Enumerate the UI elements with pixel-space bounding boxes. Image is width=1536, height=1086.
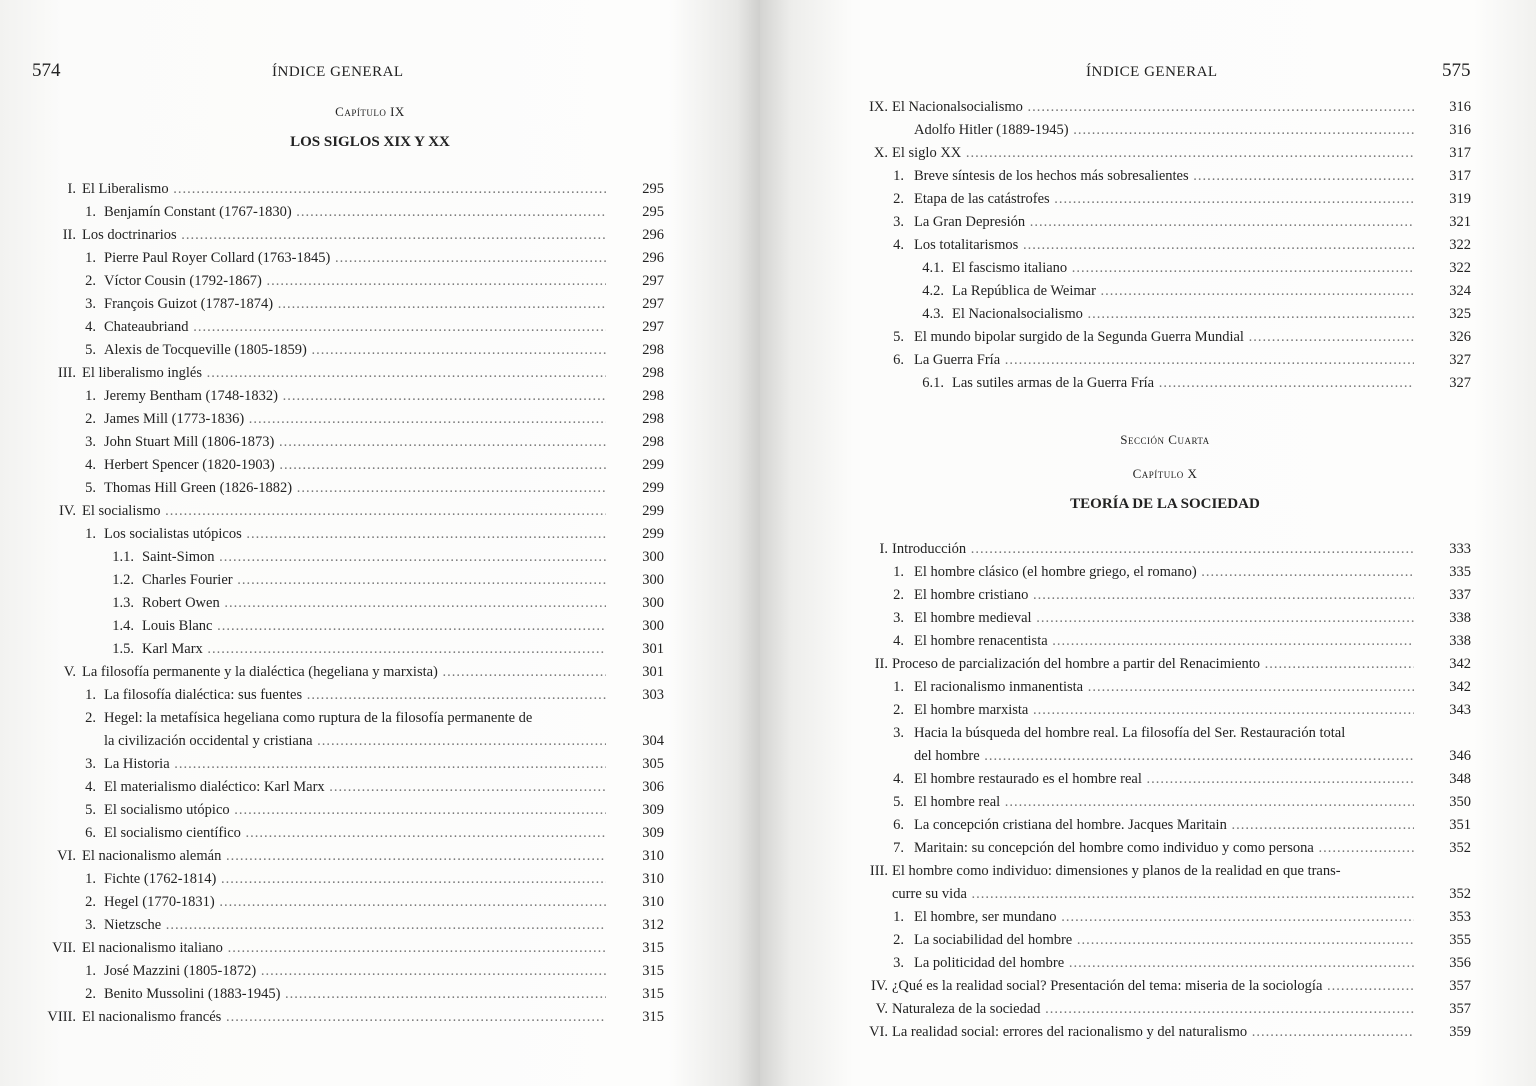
toc-entry-number: 1. [893,168,904,184]
toc-entry [0,707,760,730]
toc-entry [760,584,1536,607]
toc-entry-page: 310 [642,894,664,910]
toc-entry-page: 327 [1449,375,1471,391]
toc-entry [0,776,760,799]
toc-entry-page: 321 [1449,214,1471,230]
toc-entry-page: 352 [1449,840,1471,856]
toc-entry-page: 300 [642,549,664,565]
toc-entry-page: 333 [1449,541,1471,557]
toc-entry-page: 309 [642,802,664,818]
toc-entry [0,316,760,339]
toc-entry-title: La Historia ..... [104,753,606,776]
toc-entry [760,280,1536,303]
toc-entry [760,860,1536,883]
section-label: Sección Cuarta [1120,432,1210,447]
toc-entry-title: Pierre Paul Royer Collard (1763-1845) ..... [104,247,606,270]
toc-entry-page: 343 [1449,702,1471,718]
toc-entry-page: 297 [642,319,664,335]
toc-entry-number: 1.5. [112,641,134,657]
toc-entry [0,1006,760,1029]
toc-entry-number: 3. [893,725,904,741]
toc-entry-title: El hombre restaurado es el hombre real ..... [914,768,1414,791]
toc-entry-title: Las sutiles armas de la Guerra Fría ..... [952,372,1414,395]
toc-entry-number: 6. [893,817,904,833]
toc-entry-title: Adolfo Hitler (1889-1945) ..... [914,119,1414,142]
toc-entry-title: El liberalismo inglés ..... [82,362,606,385]
toc-entry-title: James Mill (1773-1836) ..... [104,408,606,431]
toc-entry-title: Hegel (1770-1831) ..... [104,891,606,914]
toc-entry-title: El hombre real ..... [914,791,1414,814]
toc-entry-number: 4. [893,237,904,253]
page-number: 574 [32,60,61,81]
toc-entry-title: Naturaleza de la sociedad ..... [892,998,1414,1021]
toc-entry-title: Jeremy Bentham (1748-1832) ..... [104,385,606,408]
toc-entry-title: La sociabilidad del hombre ..... [914,929,1414,952]
toc-entry-page: 300 [642,572,664,588]
toc-entry-title: El mundo bipolar surgido de la Segunda Guerra Mundial ..... [914,326,1414,349]
toc-entry-number: 2. [893,702,904,718]
toc-entry [0,891,760,914]
toc-entry-title: Herbert Spencer (1820-1903) ..... [104,454,606,477]
toc-entry [0,270,760,293]
toc-entry [0,592,760,615]
toc-entry-page: 296 [642,227,664,243]
toc-entry-number: 1. [893,564,904,580]
toc-entry-page: 359 [1449,1024,1471,1040]
toc-entry-title: Los doctrinarios ..... [82,224,606,247]
toc-entry [0,339,760,362]
toc-entry [760,722,1536,745]
toc-entry-number: 5. [85,802,96,818]
toc-entry-number: 6. [85,825,96,841]
toc-entry-page: 346 [1449,748,1471,764]
toc-entry-page: 342 [1449,656,1471,672]
toc-entry-title: Saint-Simon ..... [142,546,606,569]
toc-entry-number: 4. [893,771,904,787]
toc-entry-page: 316 [1449,99,1471,115]
toc-entry-page: 316 [1449,122,1471,138]
toc-entry-page: 325 [1449,306,1471,322]
toc-entry [760,653,1536,676]
toc-entry-title: Thomas Hill Green (1826-1882) ..... [104,477,606,500]
toc-entry [760,96,1536,119]
toc-entry-number: III. [57,365,76,381]
toc-entry-page: 350 [1449,794,1471,810]
toc-entry-title: El nacionalismo francés ..... [82,1006,606,1029]
toc-entry-page: 310 [642,871,664,887]
toc-entry-page: 317 [1449,145,1471,161]
toc-entry [0,822,760,845]
toc-entry-page: 352 [1449,886,1471,902]
toc-entry-number: 5. [893,794,904,810]
toc-entry-page: 297 [642,296,664,312]
toc-entry [760,372,1536,395]
toc-entry-number: 1. [85,250,96,266]
toc-entry [0,753,760,776]
toc-entry [760,234,1536,257]
toc-entry-title: Los socialistas utópicos ..... [104,523,606,546]
toc-entry-number: 1. [85,526,96,542]
toc-entry-title: La Gran Depresión ..... [914,211,1414,234]
toc-entry-title: Robert Owen ..... [142,592,606,615]
toc-entry-page: 353 [1449,909,1471,925]
toc-entry [760,119,1536,142]
toc-entry-number: VIII. [47,1009,76,1025]
toc-entry-number: 1. [85,963,96,979]
toc-entry-page: 301 [642,664,664,680]
toc-entry-page: 296 [642,250,664,266]
toc-entry-page: 356 [1449,955,1471,971]
chapter-title: LOS SIGLOS XIX Y XX [290,134,450,150]
toc-entry [0,684,760,707]
toc-entry-number: 2. [893,932,904,948]
toc-entry [0,523,760,546]
toc-entry-title: El Liberalismo ..... [82,178,606,201]
toc-entry [760,883,1536,906]
toc-entry-title: Etapa de las catástrofes ..... [914,188,1414,211]
toc-entry [760,998,1536,1021]
toc-entry [0,431,760,454]
toc-entry-title: José Mazzini (1805-1872) ..... [104,960,606,983]
toc-entry-title: El hombre, ser mundano ..... [914,906,1414,929]
toc-entry [0,546,760,569]
toc-entry-page: 315 [642,940,664,956]
toc-entry-title: John Stuart Mill (1806-1873) ..... [104,431,606,454]
toc-entry-title: Benito Mussolini (1883-1945) ..... [104,983,606,1006]
toc-entry-title: del hombre ..... [914,745,1414,768]
toc-entry-title: François Guizot (1787-1874) ..... [104,293,606,316]
toc-entry-title: El socialismo científico ..... [104,822,606,845]
toc-entry-title: El hombre cristiano ..... [914,584,1414,607]
toc-entry [760,188,1536,211]
toc-entry-page: 326 [1449,329,1471,345]
toc-entry-number: 3. [85,434,96,450]
toc-entry [760,349,1536,372]
toc-entry-number: VI. [869,1024,888,1040]
toc-entry [760,303,1536,326]
toc-entry-title: El siglo XX ..... [892,142,1414,165]
chapter-title: TEORÍA DE LA SOCIEDAD [1070,496,1260,512]
toc-entry-page: 298 [642,342,664,358]
toc-entry-number: 1. [85,871,96,887]
toc-entry-number: 2. [85,710,96,726]
toc-entry [760,676,1536,699]
toc-entry-number: V. [63,664,76,680]
toc-entry-page: 315 [642,963,664,979]
toc-list [760,96,1536,395]
toc-entry [760,1021,1536,1044]
toc-entry-number: 2. [85,894,96,910]
toc-entry-title: La filosofía permanente y la dialéctica (hegeliana y marxista) ..... [82,661,606,684]
toc-entry-number: 3. [85,917,96,933]
toc-entry-title: El socialismo ..... [82,500,606,523]
toc-entry [0,408,760,431]
toc-entry-title: El materialismo dialéctico: Karl Marx ..... [104,776,606,799]
toc-entry-number: I. [879,541,888,557]
toc-entry-number: III. [869,863,888,879]
toc-entry-page: 298 [642,411,664,427]
toc-entry-number: VII. [52,940,76,956]
toc-entry [760,607,1536,630]
left-page [0,0,760,1086]
toc-entry-number: 4. [85,779,96,795]
toc-entry [0,224,760,247]
toc-entry [0,638,760,661]
toc-entry-number: I. [67,181,76,197]
toc-entry-title: Víctor Cousin (1792-1867) ..... [104,270,606,293]
toc-entry [0,799,760,822]
toc-entry-number: X. [873,145,888,161]
toc-entry [760,142,1536,165]
toc-entry-page: 301 [642,641,664,657]
toc-entry-number: 5. [85,342,96,358]
toc-entry [760,561,1536,584]
toc-entry-page: 315 [642,986,664,1002]
toc-entry-page: 322 [1449,237,1471,253]
toc-entry-page: 299 [642,457,664,473]
toc-entry-page: 357 [1449,1001,1471,1017]
toc-entry-number: 3. [893,610,904,626]
toc-entry [760,211,1536,234]
toc-entry-page: 295 [642,181,664,197]
toc-entry-number: 1.1. [112,549,134,565]
toc-entry-page: 303 [642,687,664,703]
toc-entry-title: Hegel: la metafísica hegeliana como ruptura de la filosofía permanente de [104,710,533,726]
toc-entry [0,845,760,868]
toc-entry-number: 6. [893,352,904,368]
toc-entry-page: 299 [642,526,664,542]
toc-entry-title: El hombre como individuo: dimensiones y planos de la realidad en que trans- [892,863,1341,879]
toc-entry-title: La politicidad del hombre ..... [914,952,1414,975]
toc-entry-page: 299 [642,480,664,496]
toc-entry [0,937,760,960]
toc-entry-number: IV. [870,978,888,994]
toc-entry-title: El hombre renacentista ..... [914,630,1414,653]
toc-entry-page: 305 [642,756,664,772]
toc-entry [760,745,1536,768]
toc-entry-title: Proceso de parcialización del hombre a partir del Renacimiento ..... [892,653,1414,676]
toc-entry-number: 1.3. [112,595,134,611]
toc-entry-page: 355 [1449,932,1471,948]
toc-entry-number: 1. [85,388,96,404]
toc-entry-title: curre su vida ..... [892,883,1414,906]
toc-entry [0,293,760,316]
toc-entry-title: Benjamín Constant (1767-1830) ..... [104,201,606,224]
toc-entry-number: 2. [893,587,904,603]
toc-entry [0,477,760,500]
toc-entry-page: 315 [642,1009,664,1025]
toc-entry-page: 300 [642,595,664,611]
toc-entry [0,362,760,385]
toc-entry-page: 299 [642,503,664,519]
toc-entry [760,326,1536,349]
toc-entry-number: 3. [85,296,96,312]
toc-entry-title: Louis Blanc ..... [142,615,606,638]
toc-entry [0,615,760,638]
toc-entry-number: 2. [893,191,904,207]
running-head: ÍNDICE GENERAL [272,64,404,80]
toc-entry [760,257,1536,280]
toc-entry-title: Charles Fourier ..... [142,569,606,592]
toc-entry-page: 322 [1449,260,1471,276]
toc-entry-title: La realidad social: errores del racionalismo y del naturalismo ..... [892,1021,1414,1044]
toc-entry [760,929,1536,952]
toc-entry-page: 310 [642,848,664,864]
toc-entry-page: 327 [1449,352,1471,368]
toc-entry [760,538,1536,561]
toc-entry [760,630,1536,653]
toc-entry-number: 2. [85,411,96,427]
toc-entry-page: 317 [1449,168,1471,184]
toc-entry-title: Nietzsche ..... [104,914,606,937]
toc-entry-number: 1.2. [112,572,134,588]
toc-entry [760,975,1536,998]
toc-entry-number: 1.4. [112,618,134,634]
toc-entry-page: 304 [642,733,664,749]
toc-entry [0,983,760,1006]
toc-entry-number: 1. [85,204,96,220]
toc-entry-title: El Nacionalsocialismo ..... [952,303,1414,326]
toc-entry-number: 3. [893,214,904,230]
toc-entry [0,500,760,523]
right-page [760,0,1536,1086]
toc-list [760,538,1536,1044]
toc-entry-page: 306 [642,779,664,795]
toc-entry-title: Karl Marx ..... [142,638,606,661]
toc-entry [0,201,760,224]
toc-entry-number: 4. [85,457,96,473]
toc-entry-number: 3. [893,955,904,971]
toc-entry-number: 7. [893,840,904,856]
toc-entry-title: Maritain: su concepción del hombre como individuo y como persona ..... [914,837,1414,860]
toc-entry-number: VI. [57,848,76,864]
toc-entry-title: Alexis de Tocqueville (1805-1859) ..... [104,339,606,362]
toc-entry [0,247,760,270]
toc-entry-page: 337 [1449,587,1471,603]
toc-entry-page: 295 [642,204,664,220]
toc-entry-page: 312 [642,917,664,933]
toc-entry-title: El nacionalismo italiano ..... [82,937,606,960]
toc-entry-page: 300 [642,618,664,634]
toc-entry-title: La República de Weimar ..... [952,280,1414,303]
running-head: ÍNDICE GENERAL [1086,64,1218,80]
page-number: 575 [1442,60,1471,81]
toc-entry-title: El nacionalismo alemán ..... [82,845,606,868]
toc-entry-title: Los totalitarismos ..... [914,234,1414,257]
toc-entry [760,906,1536,929]
toc-entry-title: La Guerra Fría ..... [914,349,1414,372]
toc-entry [760,768,1536,791]
toc-entry-title: El Nacionalsocialismo ..... [892,96,1414,119]
toc-entry [0,868,760,891]
toc-entry-title: El hombre medieval ..... [914,607,1414,630]
toc-entry-number: 1. [85,687,96,703]
chapter-label: Capítulo X [1132,466,1198,481]
toc-entry-page: 297 [642,273,664,289]
toc-entry-title: El socialismo utópico ..... [104,799,606,822]
toc-entry-page: 342 [1449,679,1471,695]
toc-list [0,178,760,1029]
toc-entry-title: El racionalismo inmanentista ..... [914,676,1414,699]
toc-entry-number: IX. [869,99,888,115]
toc-entry-number: 4.1. [922,260,944,276]
toc-entry-number: 5. [85,480,96,496]
toc-entry-number: 1. [893,679,904,695]
toc-entry-page: 348 [1449,771,1471,787]
toc-entry-number: 6.1. [922,375,944,391]
toc-entry-number: 2. [85,273,96,289]
toc-entry-number: 1. [893,909,904,925]
toc-entry-page: 298 [642,434,664,450]
toc-entry-page: 351 [1449,817,1471,833]
toc-entry [760,165,1536,188]
toc-entry-title: Hacia la búsqueda del hombre real. La filosofía del Ser. Restauración total [914,725,1346,741]
toc-entry [0,914,760,937]
toc-entry-page: 338 [1449,610,1471,626]
toc-entry-page: 335 [1449,564,1471,580]
toc-entry-page: 298 [642,388,664,404]
toc-entry-title: ¿Qué es la realidad social? Presentación del tema: miseria de la sociología ..... [892,975,1414,998]
toc-entry [760,791,1536,814]
toc-entry-page: 338 [1449,633,1471,649]
toc-entry-title: La concepción cristiana del hombre. Jacques Maritain ..... [914,814,1414,837]
toc-entry-number: 4. [85,319,96,335]
toc-entry-title: Breve síntesis de los hechos más sobresalientes ..... [914,165,1414,188]
toc-entry-title: Introducción ..... [892,538,1414,561]
toc-entry-title: El hombre clásico (el hombre griego, el romano) ..... [914,561,1414,584]
toc-entry-number: II. [874,656,888,672]
toc-entry-number: 5. [893,329,904,345]
toc-entry-title: El hombre marxista ..... [914,699,1414,722]
toc-entry-page: 357 [1449,978,1471,994]
toc-entry-number: 4. [893,633,904,649]
toc-entry-title: la civilización occidental y cristiana ..... [104,730,606,753]
toc-entry [0,178,760,201]
toc-entry-number: IV. [58,503,76,519]
toc-entry-title: La filosofía dialéctica: sus fuentes ..... [104,684,606,707]
toc-entry-page: 309 [642,825,664,841]
toc-entry-number: 3. [85,756,96,772]
toc-entry-number: 4.2. [922,283,944,299]
toc-entry [0,385,760,408]
toc-entry-title: Fichte (1762-1814) ..... [104,868,606,891]
toc-entry [760,699,1536,722]
toc-entry [0,730,760,753]
toc-entry [0,960,760,983]
toc-entry [0,569,760,592]
toc-entry-title: Chateaubriand ..... [104,316,606,339]
toc-entry-number: 2. [85,986,96,1002]
toc-entry [760,814,1536,837]
toc-entry [760,837,1536,860]
toc-entry [760,952,1536,975]
toc-entry-number: V. [875,1001,888,1017]
toc-entry [0,454,760,477]
toc-entry-number: 4.3. [922,306,944,322]
toc-entry-number: II. [62,227,76,243]
toc-entry-title: El fascismo italiano ..... [952,257,1414,280]
toc-entry [0,661,760,684]
toc-entry-page: 319 [1449,191,1471,207]
toc-entry-page: 298 [642,365,664,381]
chapter-label: Capítulo IX [335,104,405,119]
toc-entry-page: 324 [1449,283,1471,299]
